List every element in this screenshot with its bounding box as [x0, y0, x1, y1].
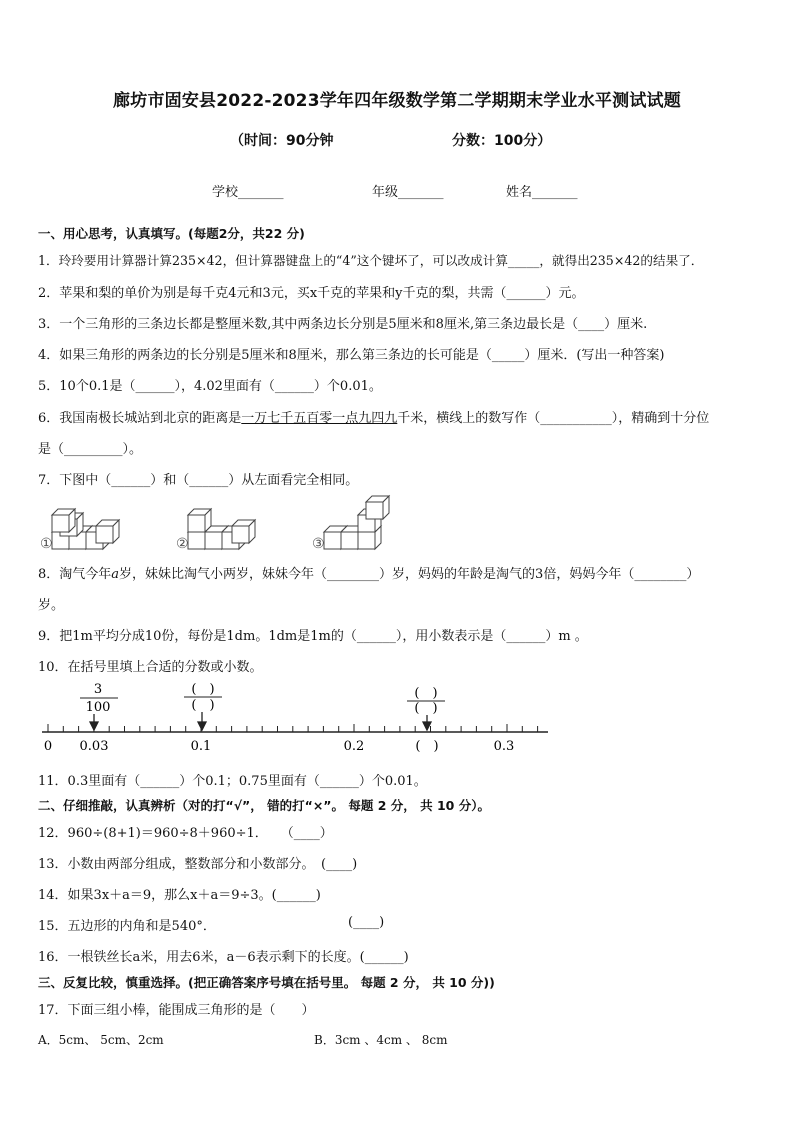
question-17: 17．下面三组小棒，能围成三角形的是（ ） [38, 1003, 315, 1018]
question-6 [38, 407, 709, 426]
cube [96, 520, 119, 543]
question-8 [38, 563, 699, 582]
blank-fraction-1-num: ( ) [191, 682, 215, 697]
tick-label-0.1: 0.1 [190, 739, 212, 754]
tick-label-0.3: 0.3 [493, 739, 515, 754]
section3-heading: 三、反复比较，慎重选择。(把正确答案序号填在括号里。 每题 2 分， 共 10 分)) [38, 975, 495, 990]
option-a: A．5cm、 5cm、2cm [38, 1033, 164, 1047]
fraction-numerator: 3 [93, 682, 103, 697]
cube [52, 509, 75, 532]
arrow-2-head [198, 722, 206, 730]
question-16: 16．一根铁丝长a米，用去6米，a－6表示剩下的长度。(______) [38, 950, 409, 965]
section2-heading: 二、仔细推敲，认真辨析（对的打“√”， 错的打“×”。 每题 2 分， 共 10 分）。 [38, 798, 490, 813]
question-15: 15．五边形的内角和是540°． [38, 919, 216, 934]
question-12: 12．960÷(8+1)＝960÷8＋960÷1． （____） [38, 826, 333, 841]
exam-time: （时间：90分钟 [230, 133, 334, 149]
option-b: B．3cm 、4cm 、 8cm [314, 1033, 448, 1047]
name-field: 姓名_______ [506, 185, 578, 200]
question-8-variable: a [111, 567, 120, 582]
question-6-text-a: 6．我国南极长城站到北京的距离是 [38, 411, 242, 426]
tick-label-0.2: 0.2 [343, 739, 365, 754]
cube [188, 509, 211, 532]
grade-field: 年级_______ [372, 185, 444, 200]
question-9: 9．把1m平均分成10份，每份是1dm。1dm是1m的（______），用小数表示是（______）m 。 [38, 629, 588, 644]
question-4: 4．如果三角形的两条边的长分别是5厘米和8厘米，那么第三条边的长可能是（_____）厘米．(写出一种答案) [38, 348, 665, 363]
tick-label-0.03: 0.03 [79, 739, 109, 754]
blank-fraction-2-den: ( ) [414, 701, 438, 716]
exam-score: 分数：100分） [452, 133, 552, 149]
tick-label-blank: ( ) [415, 739, 439, 754]
question-3: 3．一个三角形的三条边长都是整厘米数,其中两条边长分别是5厘米和8厘米,第三条边最长是（____）厘米. [38, 317, 648, 332]
question-8-text-a: 8．淘气今年 [38, 567, 112, 582]
section1-heading: 一、用心思考，认真填写。(每题2分，共22 分) [38, 226, 305, 241]
question-6-text-c: 千米，横线上的数写作（___________），精确到十分位 [397, 411, 710, 426]
arrow-3-head [423, 722, 431, 730]
question-5: 5．10个0.1是（______），4.02里面有（______）个0.01。 [38, 379, 382, 394]
arrow-1-head [90, 722, 98, 730]
tick-label-0: 0 [43, 739, 53, 754]
page-title: 廊坊市固安县2022-2023学年四年级数学第二学期期末学业水平测试试题 [113, 91, 681, 111]
blank-fraction-1-den: ( ) [191, 698, 215, 713]
question-1: 1．玲玲要用计算器计算235×42，但计算器键盘上的“4”这个键坏了，可以改成计算_____，就得出235×42的结果了． [38, 253, 704, 268]
cube [366, 496, 389, 519]
question-6-continued: 是（_________）。 [38, 442, 143, 457]
question-8-continued: 岁。 [38, 598, 65, 613]
question-10: 10．在括号里填上合适的分数或小数。 [38, 660, 263, 675]
blank-fraction-2-num: ( ) [414, 686, 438, 701]
figure-label-1: ① [40, 536, 53, 552]
question-14: 14．如果3x＋a＝9，那么x＋a＝9÷3。(______) [38, 888, 321, 903]
question-13: 13．小数由两部分组成，整数部分和小数部分。 (____) [38, 857, 358, 872]
figure-label-2: ② [176, 536, 189, 552]
number-line-figure [36, 680, 556, 758]
question-8-text-b: 岁，妹妹比淘气小两岁，妹妹今年（________）岁，妈妈的年龄是淘气的3倍，妈妈今年（________） [119, 567, 700, 582]
cube [232, 520, 255, 543]
cube-figures [36, 494, 396, 554]
school-field: 学校_______ [212, 185, 284, 200]
question-2: 2．苹果和梨的单价为别是每千克4元和3元，买x千克的苹果和y千克的梨，共需（______）元。 [38, 286, 585, 301]
question-15-blank: (____) [348, 915, 385, 930]
question-7: 7．下图中（______）和（______）从左面看完全相同。 [38, 473, 359, 488]
question-11: 11．0.3里面有（______）个0.1；0.75里面有（______）个0.01。 [38, 774, 427, 789]
figure-label-3: ③ [312, 536, 325, 552]
question-6-underlined: 一万七千五百零一点九四九 [241, 411, 398, 426]
fraction-denominator: 100 [85, 700, 111, 715]
